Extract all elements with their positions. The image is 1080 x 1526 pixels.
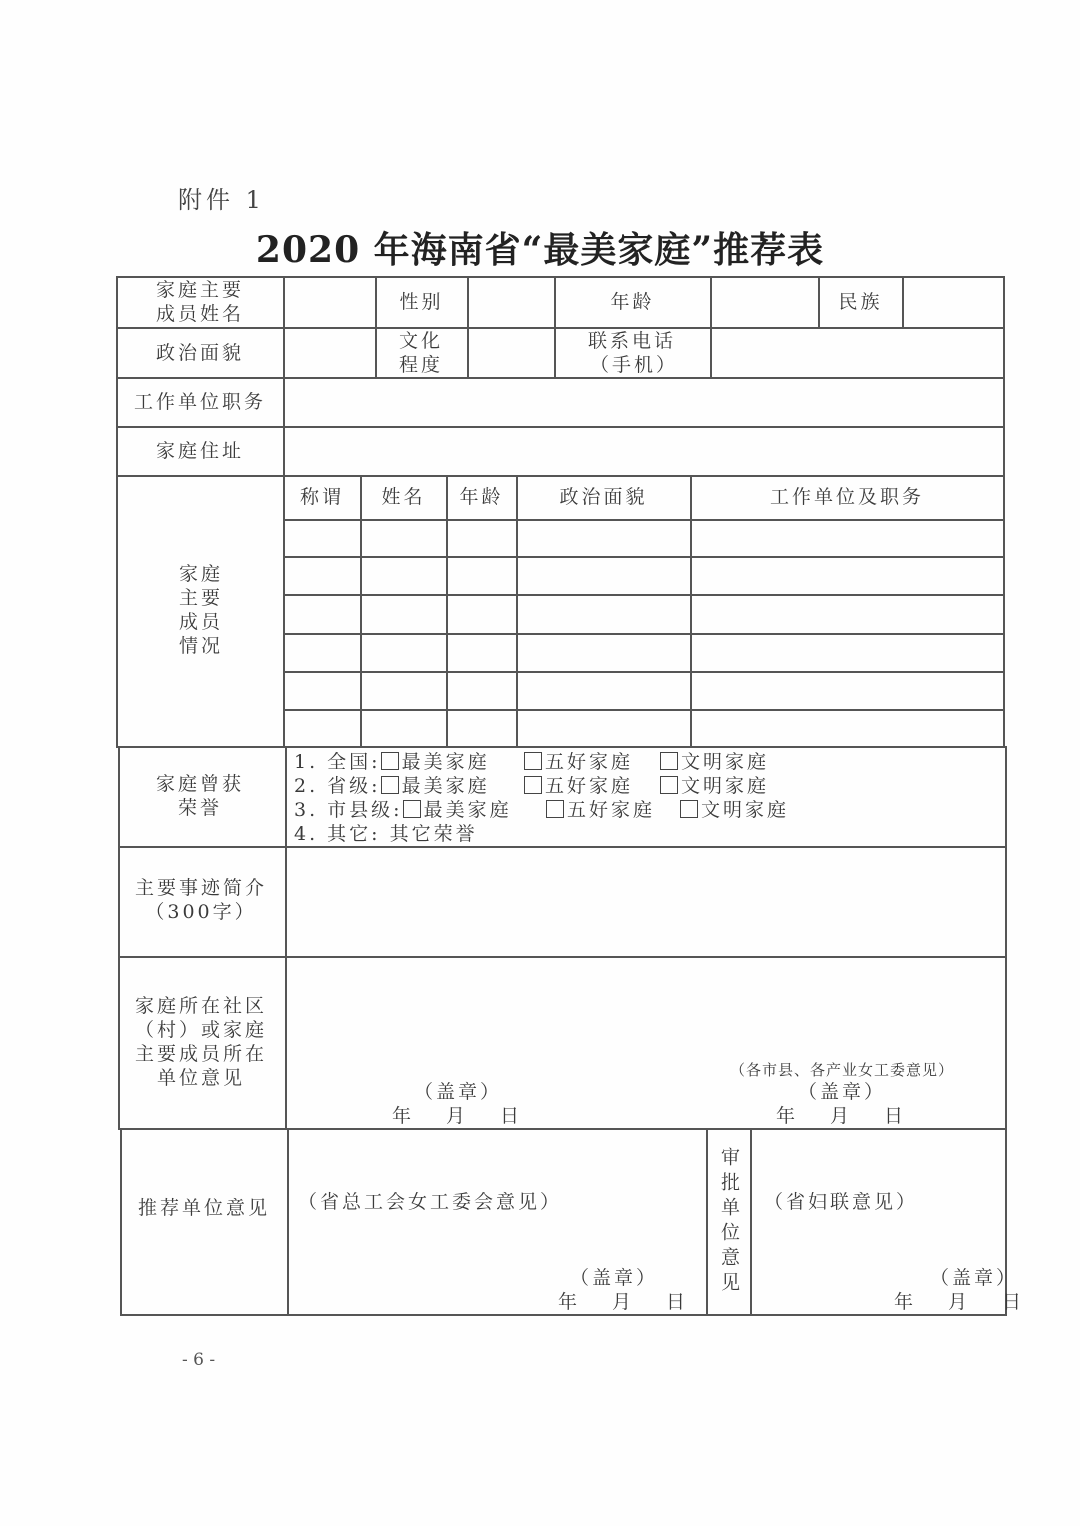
grid-line [118, 956, 1006, 958]
honors-city-line [294, 798, 512, 822]
checkbox[interactable] [381, 752, 399, 770]
honor-option: 最美家庭 [401, 751, 490, 773]
grid-line [118, 746, 1006, 748]
honors-provincial-opt2 [524, 774, 633, 798]
grid-line [284, 671, 1004, 673]
grid-line [902, 276, 904, 327]
honors-prefix: 3. 市县级: [294, 799, 403, 821]
phone-label: 联系电话 [588, 330, 677, 352]
honor-option: 最美家庭 [423, 799, 512, 821]
recommend-label: 推荐单位意见 [137, 1197, 270, 1219]
phone-sub-label: （手机） [590, 354, 679, 376]
county-union-note: （各市县、各产业女工委意见） [730, 1061, 955, 1079]
honor-option: 五好家庭 [545, 751, 634, 773]
name-label: 家庭主要成员姓名 [155, 279, 244, 325]
womens-federation-note: （省妇联意见） [764, 1191, 919, 1213]
checkbox[interactable] [680, 800, 698, 818]
column-header: 姓名 [381, 486, 426, 508]
honors-national-opt2 [524, 750, 633, 774]
age-label: 年龄 [610, 291, 655, 313]
grid-line [284, 633, 1004, 635]
honor-option: 文明家庭 [681, 775, 770, 797]
page-title: 2020 年海南省“最美家庭”推荐表 [255, 229, 825, 271]
checkbox[interactable] [660, 752, 678, 770]
members-section-label: 家庭主要成员情况 [178, 563, 223, 657]
honor-option: 文明家庭 [701, 799, 790, 821]
checkbox[interactable] [546, 800, 564, 818]
community-label: 家庭所在社区（村）或家庭主要成员所在单位意见 [134, 995, 267, 1089]
grid-line [118, 846, 1006, 848]
honor-option: 五好家庭 [567, 799, 656, 821]
county-union-seal: （盖章） [798, 1081, 887, 1103]
column-header: 政治面貌 [559, 486, 648, 508]
womens-federation-seal: （盖章） [930, 1267, 1019, 1289]
page-number: - 6 - [182, 1350, 216, 1370]
grid-line [285, 746, 287, 1130]
womens-federation-date: 年 月 日 [894, 1291, 1030, 1313]
attachment-label: 附件 1 [178, 186, 265, 214]
honor-option: 最美家庭 [401, 775, 490, 797]
honors-city-opt3 [680, 798, 789, 822]
education-label: 文化程度 [398, 329, 443, 376]
column-header: 称谓 [299, 486, 344, 508]
checkbox[interactable] [403, 800, 421, 818]
honors-city-opt2 [546, 798, 655, 822]
address-label: 家庭住址 [155, 440, 244, 462]
federation-union-date: 年 月 日 [558, 1291, 694, 1313]
honors-prefix: 2. 省级: [294, 775, 381, 797]
grid-line [284, 709, 1004, 711]
checkbox[interactable] [381, 776, 399, 794]
ethnicity-label: 民族 [838, 291, 883, 313]
grid-line [1005, 746, 1007, 1316]
grid-line [1003, 276, 1005, 748]
grid-line [750, 1128, 752, 1316]
grid-line [710, 276, 712, 377]
county-union-date: 年 月 日 [776, 1105, 912, 1127]
honors-national-opt3 [660, 750, 769, 774]
federation-union-seal: （盖章） [570, 1267, 659, 1289]
federation-union-note: （省总工会女工委会意见） [298, 1191, 563, 1213]
column-header: 工作单位及职务 [769, 486, 924, 508]
deeds-label: 主要事迹简介（300字） [134, 877, 267, 923]
community-seal: （盖章） [414, 1081, 503, 1103]
honors-prefix: 1. 全国: [294, 751, 381, 773]
honors-other-line: 4. 其它: 其它荣誉 [294, 823, 478, 845]
checkbox[interactable] [524, 752, 542, 770]
honors-provincial-opt3 [660, 774, 769, 798]
checkbox[interactable] [660, 776, 678, 794]
grid-line [284, 519, 1004, 521]
community-date: 年 月 日 [392, 1105, 528, 1127]
honors-national-line [294, 750, 490, 774]
honor-option: 五好家庭 [545, 775, 634, 797]
honor-option: 文明家庭 [681, 751, 770, 773]
grid-line [287, 1128, 289, 1316]
gender-label: 性别 [399, 291, 444, 313]
work-label: 工作单位职务 [133, 391, 266, 413]
grid-line [467, 276, 469, 377]
checkbox[interactable] [524, 776, 542, 794]
honors-provincial-line [294, 774, 490, 798]
column-header: 年龄 [459, 486, 504, 508]
grid-line [120, 1128, 1006, 1130]
honors-label: 家庭曾获荣誉 [155, 773, 244, 819]
grid-line [284, 594, 1004, 596]
political-label: 政治面貌 [155, 341, 244, 364]
grid-line [120, 1314, 1006, 1316]
grid-line [284, 556, 1004, 558]
grid-line [118, 746, 120, 1130]
approval-label: 审批单位意见 [718, 1147, 740, 1297]
